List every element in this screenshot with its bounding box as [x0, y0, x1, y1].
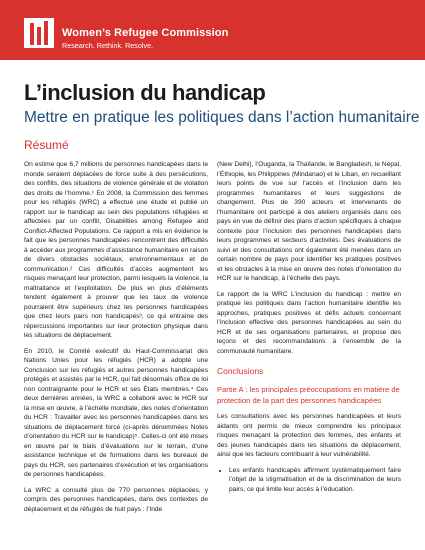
paragraph: En 2010, le Comité exécutif du Haut-Commissariat des Nations Unies pour les réfugiés (HCR) a adopté une Conclusion sur les réfugiés et autres personnes handicapées protégés et assistés par le HCR, qui fait désormais office de loi non contraignante pour le HCR et ses États membres.⁴ Ces deux dernières années, la WRC a collaboré avec le HCR sur la mise en œuvre, à l’échelle mondiale, des notes d’orientation du HCR : Travailler avec les personnes handicapées dans les situations de déplacement forcé (ci-après dénommées Notes d’orientation du HCR sur le handicap)⁵. Celles-ci ont été mises en œuvre par le biais d’évaluations sur le terrain, d’une assistance technique et de formations dans les bureaux de pays du HCR, ses partenaires d’exécution et les organisations de personnes handicapées.	[24, 347, 208, 478]
right-column	[217, 160, 401, 494]
page-subtitle: Mettre en pratique les politiques dans l’action humanitaire	[24, 109, 420, 126]
section-heading-resume: Résumé	[24, 138, 69, 152]
part-a-title: Partie A : les principales préoccupations en matière de protection de la part des personnes handicapées	[217, 385, 400, 405]
paragraph: On estime que 6,7 millions de personnes handicapées dans le monde seraient déplacées de force suite à des persécutions, des conflits, des situations de violence générale et de violation des droits de l’homme.¹ En 2008, la Commission des femmes pour les réfugiés (WRC) a effectué une étude et publié un rapport sur le handicap au sein des populations réfugiées et affectées par un conflit, Disabilities among Refugee and Conflict-Affected Populations. Ce rapport a mis en évidence le fait que les personnes handicapées rencontrent des difficultés à accéder aux programmes d’assistance humanitaire en raison de divers obstacles sociétaux, environnementaux et de communication.² Ces difficultés d’accès augmentent les risques menaçant leur protection, parmi lesquels la violence, la maltraitance et l’exploitation. De plus en plus d’éléments tendent également à prouver que les taux de violence pourraient être supérieurs chez les personnes handicapées que chez leurs pairs non handicapés³, ce qui entraîne des répercussions importantes sur leur protection physique dans les situations de déplacement.	[24, 161, 208, 339]
paragraph: La WRC a consulté plus de 770 personnes déplacées, y compris des personnes handicapées, dans des contextes de déplacement et de réfugiés de huit pays : l’Inde	[24, 486, 208, 513]
organization-tagline: Research. Rethink. Resolve.	[62, 41, 154, 50]
header-banner	[0, 0, 425, 60]
page-title: L’inclusion du handicap	[24, 80, 266, 105]
wrc-logo-icon	[24, 18, 54, 48]
bullet-list	[217, 466, 401, 495]
list-item: • Les enfants handicapés affirment systématiquement faire l’objet de la stigmatisation et de la discrimination de leurs pairs, ce qui limite leur accès à l’éducation.	[229, 466, 401, 495]
organization-name: Women’s Refugee Commission	[62, 27, 229, 39]
conclusions-heading: Conclusions	[217, 366, 264, 376]
paragraph: Le rapport de la WRC L’inclusion du handicap : mettre en pratique les politiques dans l’action humanitaire identifie les approches, pratiques positives et défis actuels concernant l’inclusion effective des personnes handicapées au sein du HCR et de ses organisations partenaires, et propose des leçons et des recommandations à l’ensemble de la communauté humanitaire.	[217, 290, 401, 355]
paragraph: Les consultations avec les personnes handicapées et leurs aidants ont permis de mieux comprendre les principaux risques menaçant la protection des femmes, des enfants et des jeunes handicapés dans les situations de déplacement, ainsi que les facteurs contribuant à leur vulnérabilité.	[217, 413, 401, 458]
left-column	[24, 160, 208, 520]
paragraph: (New Delhi), l’Ouganda, la Thaïlande, le Bangladesh, le Népal, l’Éthiopie, les Philippines (Mindanao) et le Liban, en recueillant leurs points de vue sur l’accès et l’inclusion dans les programmes humanitaires et leurs suggestions de changement. Plus de 390 acteurs et intervenants de l’humanitaire ont participé à des ateliers organisés dans ces pays en vue de définir des plans d’action spécifiques à chaque contexte pour l’inclusion des personnes handicapées dans leurs programmes et secteurs d’activités. Des évaluations de suivi et des consultations ont également été menées dans un certain nombre de pays pour identifier les pratiques positives et les obstacles à la mise en œuvre des notes d’orientation du HCR sur le handicap, à l’échelle des pays.	[217, 161, 401, 282]
